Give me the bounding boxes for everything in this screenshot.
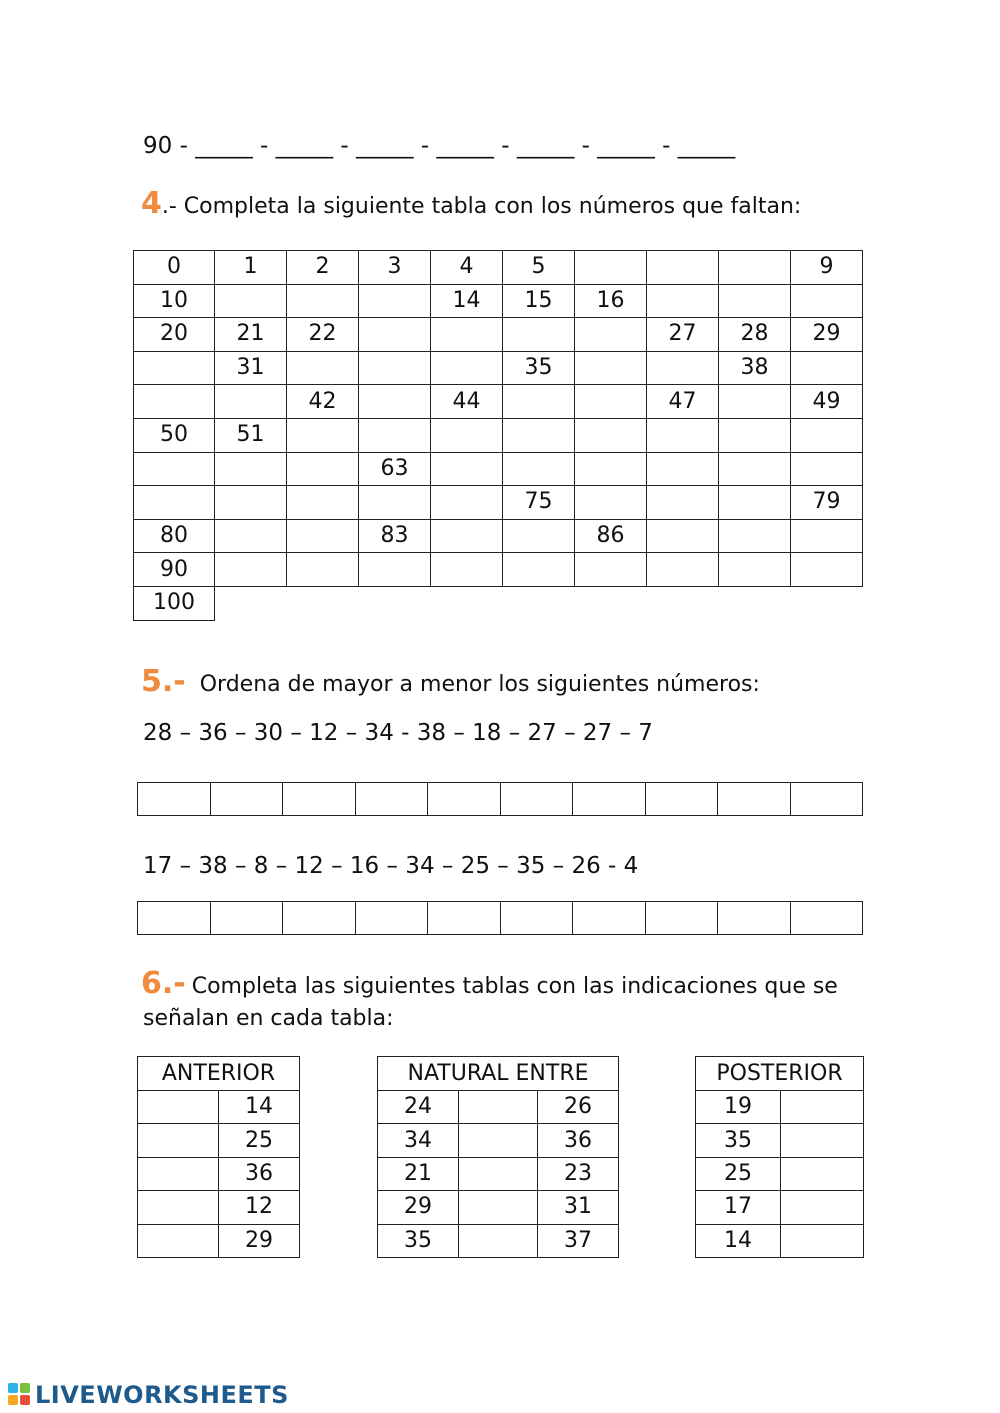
order-answer-cell[interactable] [718,902,791,935]
grid-empty-cell[interactable] [503,418,575,452]
order-table-1 [137,782,863,816]
q6-number: 6.- [141,966,186,1001]
posterior-header: POSTERIOR [696,1057,864,1091]
anterior-row [138,1224,300,1257]
anterior-row [138,1091,300,1124]
q4-number: 4 [141,186,162,221]
posterior-value: 19 [696,1091,781,1124]
grid-row [134,586,863,620]
grid-empty-cell[interactable] [503,519,575,553]
order-answer-cell[interactable] [138,783,211,816]
anterior-answer-cell[interactable] [138,1191,219,1224]
q5-number: 5.- [141,664,186,699]
grid-empty-cell[interactable] [215,553,287,587]
grid-empty-cell[interactable] [359,284,431,318]
anterior-value: 29 [219,1224,300,1257]
entre-left-value: 21 [378,1157,459,1190]
anterior-answer-cell[interactable] [138,1224,219,1257]
grid-empty-cell[interactable] [359,318,431,352]
posterior-answer-cell[interactable] [781,1191,864,1224]
grid-empty-cell[interactable] [791,418,863,452]
sequence-line: 90 - _____ - _____ - _____ - _____ - _____ - _____ - _____ [143,133,736,159]
grid-spacer [359,586,431,620]
order-answer-cell[interactable] [210,902,283,935]
anterior-value: 12 [219,1191,300,1224]
entre-row [378,1091,619,1124]
posterior-table [695,1056,864,1258]
q5-instruction: Ordena de mayor a menor los siguientes números: [199,672,760,697]
grid-spacer [791,586,863,620]
grid-cell: 22 [287,318,359,352]
grid-empty-cell[interactable] [503,553,575,587]
grid-cell: 14 [431,284,503,318]
entre-answer-cell[interactable] [459,1091,538,1124]
q6-instruction-line-2: señalan en cada tabla: [143,1006,394,1031]
posterior-answer-cell[interactable] [781,1124,864,1157]
grid-cell: 38 [719,351,791,385]
grid-cell: 63 [359,452,431,486]
q6-heading [141,966,838,1001]
grid-row [134,351,863,385]
grid-cell: 80 [134,519,215,553]
grid-empty-cell[interactable] [647,351,719,385]
q4-heading [141,186,801,221]
grid-empty-cell[interactable] [647,251,719,285]
grid-empty-cell[interactable] [503,452,575,486]
grid-empty-cell[interactable] [791,553,863,587]
grid-empty-cell[interactable] [791,519,863,553]
logo-text: LIVEWORKSHEETS [35,1381,289,1409]
grid-empty-cell[interactable] [575,418,647,452]
anterior-value: 14 [219,1091,300,1124]
grid-cell: 20 [134,318,215,352]
grid-empty-cell[interactable] [287,486,359,520]
grid-empty-cell[interactable] [719,418,791,452]
grid-cell: 2 [287,251,359,285]
entre-answer-cell[interactable] [459,1191,538,1224]
entre-answer-cell[interactable] [459,1224,538,1257]
grid-empty-cell[interactable] [647,519,719,553]
grid-empty-cell[interactable] [431,486,503,520]
anterior-row [138,1157,300,1190]
posterior-value: 17 [696,1191,781,1224]
grid-cell: 49 [791,385,863,419]
grid-empty-cell[interactable] [359,351,431,385]
grid-empty-cell[interactable] [647,486,719,520]
posterior-row [696,1224,864,1257]
grid-empty-cell[interactable] [575,553,647,587]
entre-right-value: 26 [538,1091,619,1124]
grid-empty-cell[interactable] [719,519,791,553]
entre-header: NATURAL ENTRE [378,1057,619,1091]
grid-cell: 28 [719,318,791,352]
grid-empty-cell[interactable] [359,385,431,419]
anterior-answer-cell[interactable] [138,1124,219,1157]
order-answer-cell[interactable] [428,902,501,935]
order-table-2 [137,901,863,935]
posterior-value: 35 [696,1124,781,1157]
order-answer-cell[interactable] [500,783,573,816]
grid-cell: 44 [431,385,503,419]
q5-heading [141,664,760,699]
grid-spacer [575,586,647,620]
grid-cell: 100 [134,586,215,620]
anterior-value: 36 [219,1157,300,1190]
grid-row [134,553,863,587]
anterior-table [137,1056,300,1258]
order-answer-cell[interactable] [645,783,718,816]
entre-answer-cell[interactable] [459,1157,538,1190]
grid-row [134,251,863,285]
order-answer-cell[interactable] [500,902,573,935]
grid-cell: 4 [431,251,503,285]
entre-row [378,1224,619,1257]
posterior-value: 25 [696,1157,781,1190]
grid-empty-cell[interactable] [287,553,359,587]
grid-row [134,418,863,452]
order-answer-row [138,902,863,935]
order-answer-cell[interactable] [355,902,428,935]
grid-empty-cell[interactable] [215,486,287,520]
order-answer-cell[interactable] [790,783,863,816]
posterior-answer-cell[interactable] [781,1224,864,1257]
grid-cell: 50 [134,418,215,452]
anterior-row [138,1191,300,1224]
entre-left-value: 35 [378,1224,459,1257]
grid-empty-cell[interactable] [215,452,287,486]
grid-empty-cell[interactable] [719,385,791,419]
entre-table [377,1056,619,1258]
posterior-answer-cell[interactable] [781,1091,864,1124]
grid-empty-cell[interactable] [287,418,359,452]
entre-left-value: 34 [378,1124,459,1157]
grid-empty-cell[interactable] [719,486,791,520]
grid-empty-cell[interactable] [647,418,719,452]
grid-empty-cell[interactable] [287,452,359,486]
order-answer-cell[interactable] [138,902,211,935]
grid-row [134,452,863,486]
grid-empty-cell[interactable] [359,418,431,452]
order-answer-row [138,783,863,816]
order-answer-cell[interactable] [573,902,646,935]
grid-spacer [503,586,575,620]
grid-empty-cell[interactable] [134,452,215,486]
grid-empty-cell[interactable] [503,385,575,419]
grid-row [134,519,863,553]
liveworksheets-logo [8,1380,289,1410]
grid-cell: 5 [503,251,575,285]
entre-right-value: 31 [538,1191,619,1224]
grid-cell: 9 [791,251,863,285]
grid-cell: 35 [503,351,575,385]
q6-instruction-line-1: Completa las siguientes tablas con las indicaciones que se [191,974,838,999]
posterior-row [696,1091,864,1124]
order-answer-cell[interactable] [283,902,356,935]
grid-empty-cell[interactable] [359,486,431,520]
grid-cell: 31 [215,351,287,385]
grid-spacer [287,586,359,620]
q4-instruction: .- Completa la siguiente tabla con los números que faltan: [161,194,802,219]
grid-empty-cell[interactable] [575,351,647,385]
grid-empty-cell[interactable] [431,318,503,352]
posterior-answer-cell[interactable] [781,1157,864,1190]
q5-list-1: 28 – 36 – 30 – 12 – 34 - 38 – 18 – 27 – 27 – 7 [143,720,653,746]
posterior-row [696,1124,864,1157]
grid-cell: 3 [359,251,431,285]
grid-empty-cell[interactable] [431,452,503,486]
grid-cell: 21 [215,318,287,352]
order-answer-cell[interactable] [428,783,501,816]
grid-spacer [215,586,287,620]
anterior-value: 25 [219,1124,300,1157]
anterior-row [138,1124,300,1157]
grid-empty-cell[interactable] [134,351,215,385]
grid-row [134,385,863,419]
grid-empty-cell[interactable] [791,351,863,385]
grid-cell: 83 [359,519,431,553]
order-answer-cell[interactable] [210,783,283,816]
grid-cell: 51 [215,418,287,452]
grid-empty-cell[interactable] [719,452,791,486]
order-answer-cell[interactable] [718,783,791,816]
grid-empty-cell[interactable] [575,318,647,352]
grid-empty-cell[interactable] [791,452,863,486]
grid-cell: 10 [134,284,215,318]
grid-empty-cell[interactable] [647,553,719,587]
grid-empty-cell[interactable] [215,284,287,318]
grid-empty-cell[interactable] [431,418,503,452]
entre-right-value: 23 [538,1157,619,1190]
logo-grid-icon [8,1383,32,1407]
grid-empty-cell[interactable] [215,385,287,419]
grid-cell: 79 [791,486,863,520]
grid-empty-cell[interactable] [134,385,215,419]
grid-cell: 47 [647,385,719,419]
grid-empty-cell[interactable] [287,519,359,553]
entre-right-value: 36 [538,1124,619,1157]
grid-cell: 16 [575,284,647,318]
entre-left-value: 24 [378,1091,459,1124]
grid-empty-cell[interactable] [431,519,503,553]
order-answer-cell[interactable] [790,902,863,935]
order-answer-cell[interactable] [645,902,718,935]
grid-cell: 0 [134,251,215,285]
grid-spacer [647,586,719,620]
grid-empty-cell[interactable] [575,251,647,285]
grid-row [134,284,863,318]
grid-row [134,486,863,520]
entre-answer-cell[interactable] [459,1124,538,1157]
entre-row [378,1191,619,1224]
grid-empty-cell[interactable] [431,553,503,587]
grid-cell: 75 [503,486,575,520]
grid-empty-cell[interactable] [791,284,863,318]
order-answer-cell[interactable] [573,783,646,816]
anterior-answer-cell[interactable] [138,1091,219,1124]
grid-empty-cell[interactable] [575,385,647,419]
grid-empty-cell[interactable] [647,452,719,486]
entre-row [378,1157,619,1190]
grid-empty-cell[interactable] [359,553,431,587]
grid-empty-cell[interactable] [215,519,287,553]
grid-cell: 42 [287,385,359,419]
grid-cell: 15 [503,284,575,318]
posterior-row [696,1191,864,1224]
grid-empty-cell[interactable] [575,486,647,520]
grid-empty-cell[interactable] [719,251,791,285]
grid-empty-cell[interactable] [719,553,791,587]
number-grid-table [133,250,863,621]
posterior-value: 14 [696,1224,781,1257]
grid-empty-cell[interactable] [287,284,359,318]
grid-spacer [719,586,791,620]
entre-row [378,1124,619,1157]
grid-empty-cell[interactable] [431,351,503,385]
grid-empty-cell[interactable] [575,452,647,486]
posterior-row [696,1157,864,1190]
order-answer-cell[interactable] [355,783,428,816]
grid-spacer [431,586,503,620]
q5-list-2: 17 – 38 – 8 – 12 – 16 – 34 – 25 – 35 – 26 - 4 [143,853,639,879]
anterior-answer-cell[interactable] [138,1157,219,1190]
entre-right-value: 37 [538,1224,619,1257]
grid-cell: 27 [647,318,719,352]
grid-row [134,318,863,352]
grid-cell: 1 [215,251,287,285]
grid-empty-cell[interactable] [647,284,719,318]
grid-empty-cell[interactable] [503,318,575,352]
grid-empty-cell[interactable] [287,351,359,385]
grid-empty-cell[interactable] [134,486,215,520]
grid-empty-cell[interactable] [719,284,791,318]
grid-cell: 90 [134,553,215,587]
order-answer-cell[interactable] [283,783,356,816]
grid-cell: 29 [791,318,863,352]
anterior-header: ANTERIOR [138,1057,300,1091]
grid-cell: 86 [575,519,647,553]
entre-left-value: 29 [378,1191,459,1224]
